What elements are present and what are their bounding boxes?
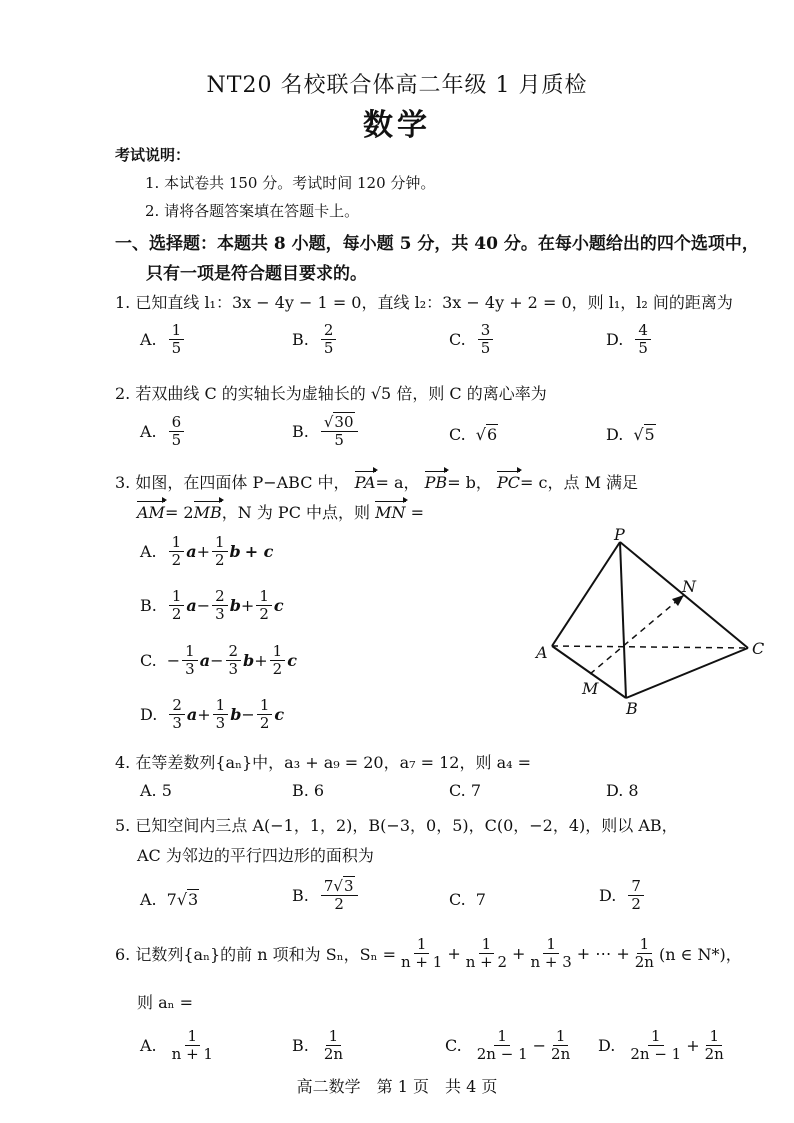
denominator: 5 — [638, 339, 648, 358]
operator: + — [240, 596, 255, 616]
instructions-heading: 考试说明： — [115, 146, 191, 164]
denominator: 2 — [214, 551, 225, 570]
edge-pb — [620, 542, 626, 698]
vector-b: b — [230, 705, 242, 725]
vector-a: a — [186, 705, 198, 725]
denominator: 5 — [171, 339, 182, 358]
denominator: 2n — [323, 1045, 344, 1064]
sqrt: √6 — [475, 425, 498, 444]
numerator: 1 — [169, 322, 185, 340]
numerator: 1 — [212, 534, 228, 552]
fraction — [478, 322, 494, 358]
radicand: 5 — [644, 425, 655, 444]
exam-title: NT20 名校联合体高二年级 1 月质检 — [206, 73, 588, 98]
fraction — [702, 1028, 727, 1064]
sqrt: √5 — [633, 425, 655, 444]
denominator: 2n — [704, 1045, 724, 1064]
numerator: 2 — [169, 697, 185, 715]
radicand: 6 — [486, 425, 498, 444]
q6-option-a — [140, 1028, 218, 1064]
ellipsis: + ⋯ + — [576, 944, 630, 964]
option-label: A. — [140, 1036, 157, 1056]
q3-option-b — [140, 588, 284, 624]
option-label: C. — [140, 651, 157, 671]
section-heading-cont: 只有一项是符合题目要求的。 — [146, 264, 367, 284]
numerator: 1 — [213, 697, 229, 715]
numerator: 1 — [326, 1028, 342, 1046]
numerator: 1 — [169, 588, 185, 606]
numerator: 1 — [543, 936, 559, 954]
numerator: 1 — [185, 1028, 201, 1046]
q5-stem-line2: AC 为邻边的平行四边形的面积为 — [137, 846, 374, 865]
fraction — [398, 936, 445, 972]
denominator: 5 — [334, 431, 344, 450]
operator: − — [210, 651, 224, 671]
q4-stem: 4. 在等差数列{aₙ}中，a₃ + a₉ = 20，a₇ = 12，则 a₄ = — [115, 753, 532, 772]
numerator: 1 — [637, 936, 653, 954]
fraction — [212, 534, 228, 570]
denominator: 2 — [272, 660, 283, 679]
denominator: 2n — [551, 1045, 571, 1064]
instruction-2: 2. 请将各题答案填在答题卡上。 — [145, 202, 360, 220]
fraction — [169, 414, 185, 450]
option-label: B. — [292, 1036, 309, 1056]
denominator: 2n − 1 — [630, 1045, 682, 1064]
q3-option-d — [140, 697, 284, 733]
q3-stem-text: 3. 如图，在四面体 P−ABC 中， — [115, 473, 350, 492]
edge-ac-hidden — [552, 646, 748, 648]
q3-stem-line1 — [115, 470, 638, 493]
operator: − — [532, 1036, 547, 1056]
option-label: D. — [606, 330, 624, 350]
fraction — [226, 643, 242, 679]
denominator: 2 — [259, 714, 270, 733]
option-label: C. — [449, 425, 466, 444]
operator: − — [196, 596, 211, 616]
q1-option-d — [606, 322, 653, 358]
label-n: N — [682, 577, 696, 596]
fraction — [256, 588, 272, 624]
vector-pb: PB — [424, 473, 448, 492]
q3-line2-post: ，N 为 PC 中点，则 — [221, 503, 371, 522]
vector-c: c — [287, 651, 297, 671]
numerator: 2 — [226, 643, 242, 661]
q3-eq-b: = b， — [447, 473, 492, 492]
vector-b: b — [229, 596, 241, 616]
edge-bc — [626, 648, 748, 698]
q3-option-c — [140, 643, 297, 679]
vector-mn: MN — [375, 503, 406, 522]
q3-option-a — [140, 534, 273, 570]
option-label: A. — [140, 422, 157, 442]
instruction-1: 1. 本试卷共 150 分。考试时间 120 分钟。 — [145, 174, 436, 192]
q3-stem-line2 — [137, 500, 424, 523]
denominator: 5 — [323, 339, 334, 358]
option-label: B. — [140, 596, 157, 616]
fraction — [548, 1028, 573, 1064]
operator: − — [166, 651, 181, 671]
fraction — [169, 588, 185, 624]
denominator: 2n — [634, 953, 654, 972]
vector-pc: PC — [497, 473, 521, 492]
q5-stem-line1: 5. 已知空间内三点 A(−1，1，2)，B(−3，0，5)，C(0，−2，4)，则以 AB， — [115, 816, 678, 835]
q6-stem-line2: 则 aₙ = — [137, 993, 194, 1012]
numerator: 1 — [270, 643, 286, 661]
sqrt: √3 — [333, 877, 354, 895]
q3-eq-a: = a， — [375, 473, 420, 492]
denominator: n + 3 — [530, 953, 572, 972]
denominator: 2 — [631, 895, 641, 914]
vector-c-term: + c — [244, 542, 274, 562]
numerator — [321, 878, 358, 896]
label-a: A — [536, 643, 548, 662]
section-heading: 一、选择题：本题共 8 小题，每小题 5 分，共 40 分。在每小题给出的四个选项中， — [115, 234, 759, 254]
q4-option-d: D. 8 — [606, 781, 639, 800]
option-label: A. — [140, 542, 157, 562]
label-b: B — [626, 699, 638, 718]
q2-stem: 2. 若双曲线 C 的实轴长为虚轴长的 √5 倍，则 C 的离心率为 — [115, 384, 547, 403]
fraction — [463, 936, 510, 972]
numerator: 1 — [256, 588, 272, 606]
denominator: 3 — [185, 660, 195, 679]
fraction — [321, 1028, 346, 1064]
option-label: B. — [292, 886, 309, 906]
value: 7 — [475, 890, 486, 909]
vector-b: b — [229, 542, 241, 562]
numerator: 7 — [628, 878, 644, 896]
operator: + — [196, 542, 210, 562]
fraction — [635, 322, 651, 358]
numerator: 1 — [494, 1028, 510, 1046]
q6-option-d — [598, 1028, 729, 1064]
coefficient: 7 — [323, 877, 334, 895]
q6-option-b — [292, 1028, 348, 1064]
option-label: B. — [292, 330, 309, 350]
q4-option-c: C. 7 — [449, 781, 482, 800]
q5-option-d — [599, 878, 646, 914]
q1-option-c — [449, 322, 495, 358]
radicand: 30 — [334, 413, 354, 431]
fraction — [321, 322, 337, 358]
q5-option-b — [292, 878, 360, 914]
q1-stem: 1. 已知直线 l₁：3x − 4y − 1 = 0，直线 l₂：3x − 4y + 2 = 0，则 l₁，l₂ 间的距离为 — [115, 293, 733, 312]
page-footer: 高二数学 第 1 页 共 4 页 — [296, 1077, 498, 1096]
q5-option-c — [449, 890, 486, 909]
subject-title: 数学 — [363, 108, 431, 143]
fraction — [628, 878, 644, 914]
q6-condition: (n ∈ N*)， — [658, 945, 742, 965]
numerator: 1 — [414, 936, 430, 954]
numerator: 3 — [478, 322, 494, 340]
fraction — [169, 322, 185, 358]
denominator: 5 — [480, 339, 491, 358]
operator: + — [447, 944, 461, 964]
numerator: 1 — [706, 1028, 722, 1046]
sqrt: √3 — [176, 890, 199, 909]
q2-option-b — [292, 414, 360, 450]
option-label: C. — [445, 1036, 462, 1056]
numerator: 1 — [553, 1028, 569, 1046]
coefficient: 7 — [166, 890, 177, 909]
q2-option-c — [449, 425, 498, 444]
denominator: 3 — [215, 714, 226, 733]
option-label: C. — [449, 330, 466, 350]
fraction — [270, 643, 286, 679]
vector-am: AM — [137, 503, 165, 522]
tetrahedron-figure — [530, 528, 780, 718]
vector-c: c — [273, 596, 284, 616]
vector-mb: MB — [193, 503, 222, 522]
q6-stem-line1 — [115, 936, 742, 972]
operator: + — [254, 651, 268, 671]
numerator: 1 — [479, 936, 495, 954]
numerator: 2 — [212, 588, 228, 606]
operator: + — [512, 944, 526, 964]
denominator: 2 — [334, 895, 344, 914]
fraction — [182, 643, 198, 679]
label-c: C — [752, 639, 765, 658]
denominator: 2 — [259, 605, 269, 624]
fraction — [212, 588, 228, 624]
q3-eq-c: = c，点 M 满足 — [520, 473, 639, 492]
denominator: 2n − 1 — [476, 1045, 528, 1064]
numerator: 6 — [169, 414, 185, 432]
denominator: 2 — [171, 605, 182, 624]
option-label: D. — [598, 1036, 616, 1056]
q2-option-a — [140, 414, 186, 450]
vector-b: b — [243, 651, 255, 671]
denominator: 3 — [172, 714, 182, 733]
vector-c: c — [274, 705, 285, 725]
denominator: 3 — [215, 605, 225, 624]
q5-option-a — [140, 890, 199, 909]
edge-pa — [552, 542, 620, 646]
q1-option-b — [292, 322, 338, 358]
fraction — [169, 697, 185, 733]
q6-stem-text: 6. 记数列{aₙ}的前 n 项和为 Sₙ，Sₙ = — [115, 945, 396, 965]
fraction — [474, 1028, 531, 1064]
numerator: 2 — [321, 322, 337, 340]
q2-option-d — [606, 425, 656, 444]
numerator: 1 — [169, 534, 185, 552]
vector-a: a — [186, 596, 197, 616]
sqrt: √30 — [323, 413, 354, 431]
fraction — [213, 697, 229, 733]
numerator: 4 — [635, 322, 651, 340]
denominator: n + 1 — [171, 1045, 213, 1064]
option-label: D. — [140, 705, 158, 725]
denominator: 2 — [171, 551, 182, 570]
numerator — [321, 414, 358, 432]
fraction — [632, 936, 657, 972]
numerator: 1 — [648, 1028, 664, 1046]
numerator: 1 — [257, 697, 273, 715]
option-label: D. — [599, 886, 617, 906]
label-m: M — [582, 679, 599, 698]
segment-mn — [590, 595, 684, 674]
denominator: n + 1 — [401, 953, 443, 972]
vector-a: a — [199, 651, 211, 671]
denominator: n + 2 — [465, 953, 508, 972]
option-label: A. — [140, 890, 157, 909]
denominator: 3 — [228, 660, 239, 679]
operator: − — [241, 705, 255, 725]
radicand: 3 — [188, 890, 199, 909]
q4-option-b: B. 6 — [292, 781, 325, 800]
vector-pa: PA — [354, 473, 376, 492]
fraction — [321, 878, 358, 914]
option-label: D. — [606, 425, 624, 444]
option-label: B. — [292, 422, 309, 442]
fraction — [169, 1028, 216, 1064]
vector-a: a — [186, 542, 197, 562]
fraction — [169, 534, 185, 570]
fraction — [257, 697, 273, 733]
q4-option-a: A. 5 — [140, 781, 172, 800]
q3-line2-mid: = 2 — [164, 503, 194, 522]
q3-line2-end: = — [405, 503, 425, 522]
label-p: P — [614, 528, 625, 544]
fraction — [527, 936, 574, 972]
operator: + — [197, 705, 211, 725]
numerator: 1 — [182, 643, 198, 661]
option-label: C. — [449, 890, 466, 909]
denominator: 5 — [171, 431, 182, 450]
fraction — [627, 1028, 684, 1064]
option-label: A. — [140, 330, 157, 350]
radicand: 3 — [343, 877, 354, 895]
q1-option-a — [140, 322, 186, 358]
arrowhead-n — [672, 595, 684, 606]
q6-option-c — [445, 1028, 575, 1064]
operator: + — [686, 1036, 700, 1056]
fraction — [321, 414, 358, 450]
